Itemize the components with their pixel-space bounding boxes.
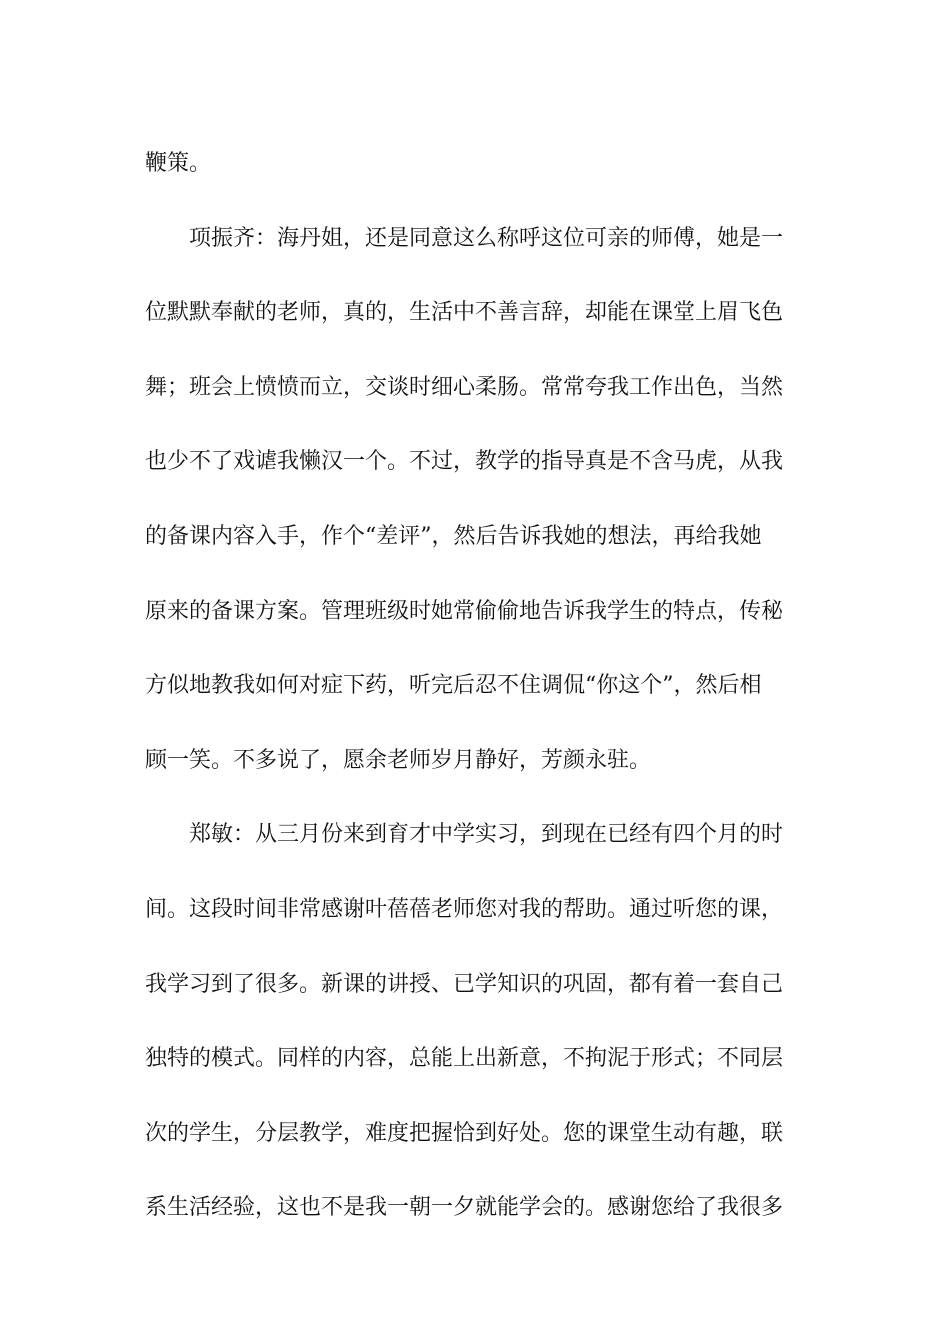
text-line: 舞；班会上愤愤而立，交谈时细心柔肠。常常夸我工作出色，当然: [145, 374, 784, 400]
text-line: 也少不了戏谑我懒汉一个。不过，教学的指导真是不含马虎，从我: [145, 449, 784, 475]
text-line: 系生活经验，这也不是我一朝一夕就能学会的。感谢您给了我很多: [145, 1195, 784, 1221]
paragraph-xiang-zhenqi: [145, 202, 807, 799]
body-text: [145, 127, 807, 1246]
paragraph-continuation: [145, 127, 807, 202]
text-line: 次的学生，分层教学，难度把握恰到好处。您的课堂生动有趣，联: [145, 1120, 784, 1146]
text-line: 项振齐：海丹姐，还是同意这么称呼这位可亲的师傅，她是一: [189, 225, 784, 251]
text-line: 独特的模式。同样的内容，总能上出新意，不拘泥于形式；不同层: [145, 1046, 784, 1072]
text-line: 间。这段时间非常感谢叶蓓蓓老师您对我的帮助。通过听您的课，: [145, 896, 784, 922]
text-line: 郑敏：从三月份来到育才中学实习，到现在已经有四个月的时: [189, 822, 784, 848]
text-line: 的备课内容入手，作个“差评”，然后告诉我她的想法，再给我她: [145, 523, 762, 549]
text-line: 原来的备课方案。管理班级时她常偷偷地告诉我学生的特点，传秘: [145, 598, 784, 624]
text-line: 我学习到了很多。新课的讲授、已学知识的巩固，都有着一套自己: [145, 971, 784, 997]
text-line: 方似地教我如何对症下药，听完后忍不住调侃“你这个”，然后相: [145, 673, 762, 699]
paragraph-zheng-min: [145, 798, 807, 1246]
text-line: 顾一笑。不多说了，愿余老师岁月静好，芳颜永驻。: [145, 747, 652, 773]
text-line: 位默默奉献的老师，真的，生活中不善言辞，却能在课堂上眉飞色: [145, 300, 784, 326]
text-line: 鞭策。: [145, 151, 212, 176]
